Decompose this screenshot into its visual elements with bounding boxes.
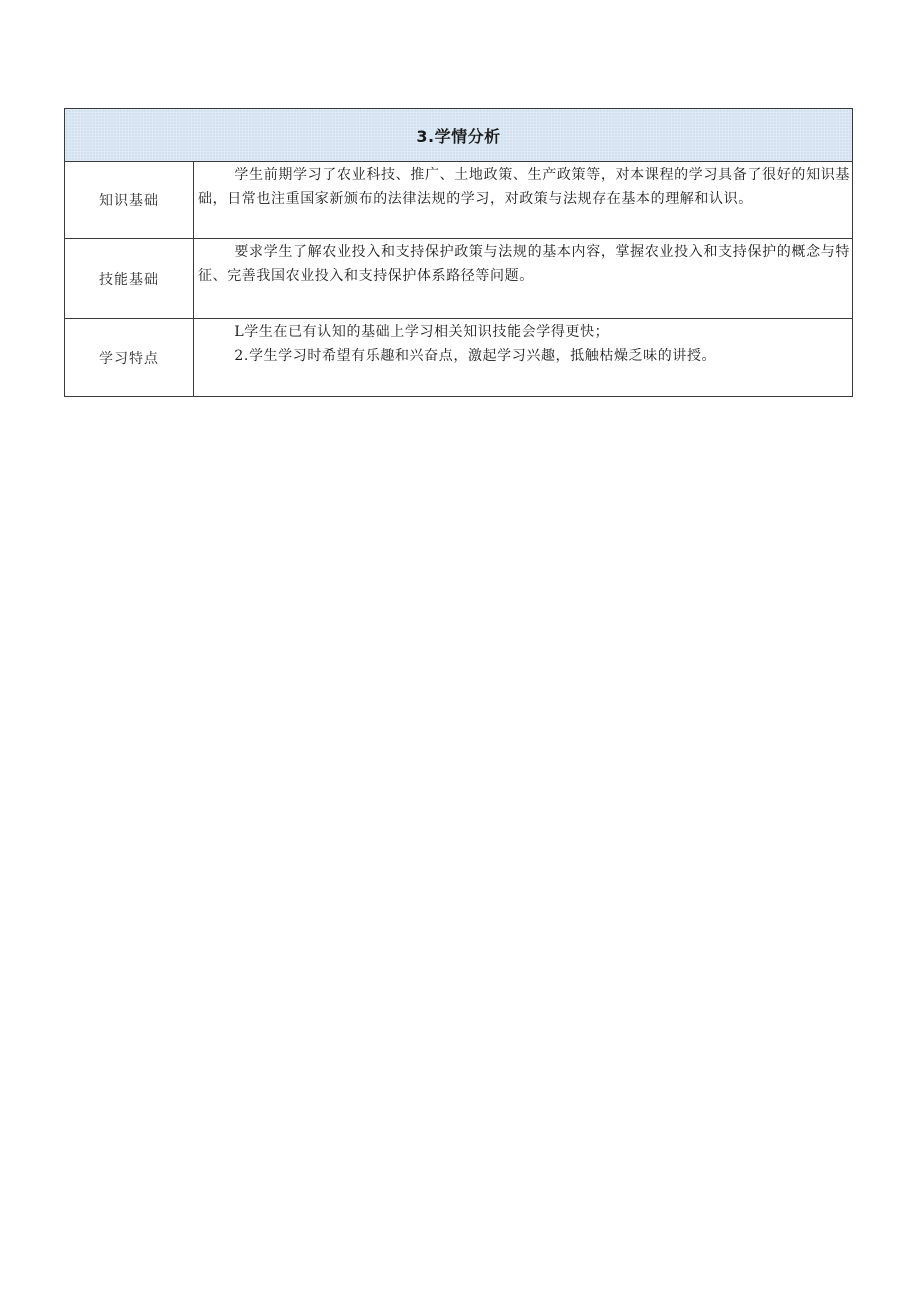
row-label-knowledge-foundation: 知识基础 [65, 162, 194, 239]
learning-analysis-table [64, 108, 853, 397]
skill-foundation-text: 要求学生了解农业投入和支持保护政策与法规的基本内容，掌握农业投入和支持保护的概念与特征、完善我国农业投入和支持保护体系路径等问题。 [198, 244, 850, 284]
table-row-learning-traits [65, 319, 853, 397]
table-header-row [65, 109, 853, 162]
knowledge-foundation-text: 学生前期学习了农业科技、推广、土地政策、生产政策等，对本课程的学习具备了很好的知识基础，日常也注重国家新颁布的法律法规的学习，对政策与法规存在基本的理解和认识。 [198, 167, 850, 207]
table-row-knowledge-foundation [65, 162, 853, 239]
learning-trait-item-1: L学生在已有认知的基础上学习相关知识技能会学得更快； [234, 324, 610, 340]
table-row-skill-foundation [65, 239, 853, 319]
row-label-learning-traits: 学习特点 [65, 319, 194, 397]
row-content-knowledge-foundation [194, 162, 853, 239]
section-title: 3.学情分析 [65, 109, 853, 162]
row-label-skill-foundation: 技能基础 [65, 239, 194, 319]
row-content-skill-foundation [194, 239, 853, 319]
row-content-learning-traits [194, 319, 853, 397]
learning-trait-item-2: 2.学生学习时希望有乐趣和兴奋点，激起学习兴趣，抵触枯燥乏味的讲授。 [234, 348, 717, 364]
